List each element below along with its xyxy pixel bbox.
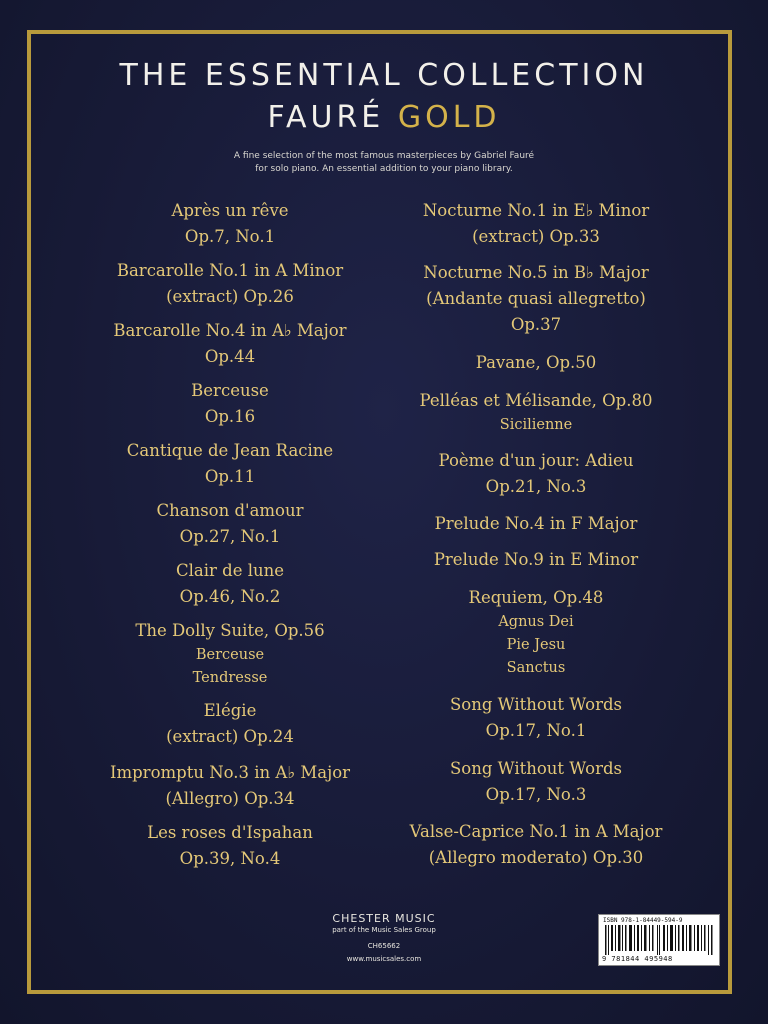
entry-line: The Dolly Suite, Op.56: [135, 621, 325, 640]
contents-entry: [80, 498, 380, 550]
composer-name: FAURÉ: [267, 100, 385, 135]
entry-line: Nocturne No.1 in E♭ Minor: [422, 201, 650, 220]
entry-line: Op.16: [204, 407, 256, 426]
catalog-number: CH65662: [367, 942, 401, 950]
entry-subitem: Sanctus: [506, 660, 566, 676]
publisher-name: CHESTER MUSIC: [332, 912, 436, 925]
isbn-text: ISBN 978-1-84449-594-9: [603, 917, 683, 924]
intro-line: for solo piano. An essential addition to your piano library.: [255, 164, 513, 174]
entry-line: (extract) Op.26: [166, 287, 294, 306]
gold-label: GOLD: [397, 100, 501, 135]
entry-subitem: Pie Jesu: [506, 637, 566, 653]
entry-line: Op.11: [204, 467, 256, 486]
entry-line: Nocturne No.5 in B♭ Major: [423, 263, 649, 282]
publisher-group: part of the Music Sales Group: [332, 926, 436, 934]
contents-entry: [386, 819, 686, 871]
entry-line: Valse-Caprice No.1 in A Major: [409, 822, 663, 841]
entry-line: Requiem, Op.48: [468, 588, 604, 607]
contents-entry: [80, 618, 380, 690]
entry-subitem: Berceuse: [195, 647, 265, 663]
series-title: THE ESSENTIAL COLLECTION: [119, 58, 649, 93]
contents-entry: [386, 350, 686, 376]
intro-line: A fine selection of the most famous masterpieces by Gabriel Fauré: [233, 151, 535, 161]
contents-entry: [80, 760, 380, 812]
entry-line: Barcarolle No.4 in A♭ Major: [113, 321, 347, 340]
entry-line: Chanson d'amour: [156, 501, 304, 520]
entry-line: (Andante quasi allegretto): [426, 289, 646, 308]
contents-entry: [386, 198, 686, 250]
contents-entry: [386, 756, 686, 808]
entry-line: (Allegro moderato) Op.30: [428, 848, 644, 867]
contents-entry: [80, 378, 380, 430]
contents-entry: [386, 692, 686, 744]
composer-title: [0, 100, 768, 135]
contents-entry: [80, 258, 380, 310]
contents-entry: [80, 318, 380, 370]
entry-line: Prelude No.9 in E Minor: [433, 550, 639, 569]
entry-line: Op.37: [510, 315, 562, 334]
intro-blurb: [0, 150, 768, 176]
entry-line: Op.27, No.1: [179, 527, 281, 546]
entry-line: Op.46, No.2: [179, 587, 281, 606]
contents-entry: [386, 585, 686, 680]
entry-line: Op.44: [204, 347, 256, 366]
contents-entry: [386, 448, 686, 500]
entry-line: Cantique de Jean Racine: [126, 441, 334, 460]
entry-line: Op.7, No.1: [184, 227, 276, 246]
barcode-number: 9 781844 495948: [602, 955, 673, 963]
contents-entry: [386, 388, 686, 437]
entry-line: Après un rêve: [171, 201, 289, 220]
publisher-website[interactable]: www.musicsales.com: [346, 955, 422, 963]
entry-line: Impromptu No.3 in A♭ Major: [109, 763, 351, 782]
contents-entry: [386, 547, 686, 573]
barcode-icon: [605, 925, 713, 955]
barcode-label: [598, 914, 720, 966]
entry-line: Elégie: [203, 701, 257, 720]
entry-line: Song Without Words: [449, 695, 622, 714]
entry-line: (extract) Op.33: [472, 227, 600, 246]
entry-line: Op.17, No.1: [485, 721, 587, 740]
entry-line: (extract) Op.24: [166, 727, 294, 746]
entry-line: Berceuse: [191, 381, 269, 400]
entry-subitem: Sicilienne: [499, 417, 573, 433]
contents-entry: [80, 558, 380, 610]
entry-subitem: Agnus Dei: [498, 614, 574, 630]
contents-entry: [80, 820, 380, 872]
entry-line: Song Without Words: [449, 759, 622, 778]
contents-entry: [80, 198, 380, 250]
entry-line: Pavane, Op.50: [475, 353, 597, 372]
entry-line: Op.39, No.4: [179, 849, 281, 868]
entry-subitem: Tendresse: [192, 670, 268, 686]
contents-entry: [386, 260, 686, 338]
contents-entry: [80, 438, 380, 490]
entry-line: Les roses d'Ispahan: [147, 823, 313, 842]
contents-entry: [386, 511, 686, 537]
entry-line: (Allegro) Op.34: [165, 789, 295, 808]
entry-line: Clair de lune: [175, 561, 284, 580]
entry-line: Poème d'un jour: Adieu: [438, 451, 634, 470]
entry-line: Op.21, No.3: [485, 477, 587, 496]
entry-line: Prelude No.4 in F Major: [434, 514, 638, 533]
entry-line: Op.17, No.3: [485, 785, 587, 804]
contents-entry: [80, 698, 380, 750]
entry-line: Barcarolle No.1 in A Minor: [116, 261, 344, 280]
entry-line: Pelléas et Mélisande, Op.80: [419, 391, 653, 410]
